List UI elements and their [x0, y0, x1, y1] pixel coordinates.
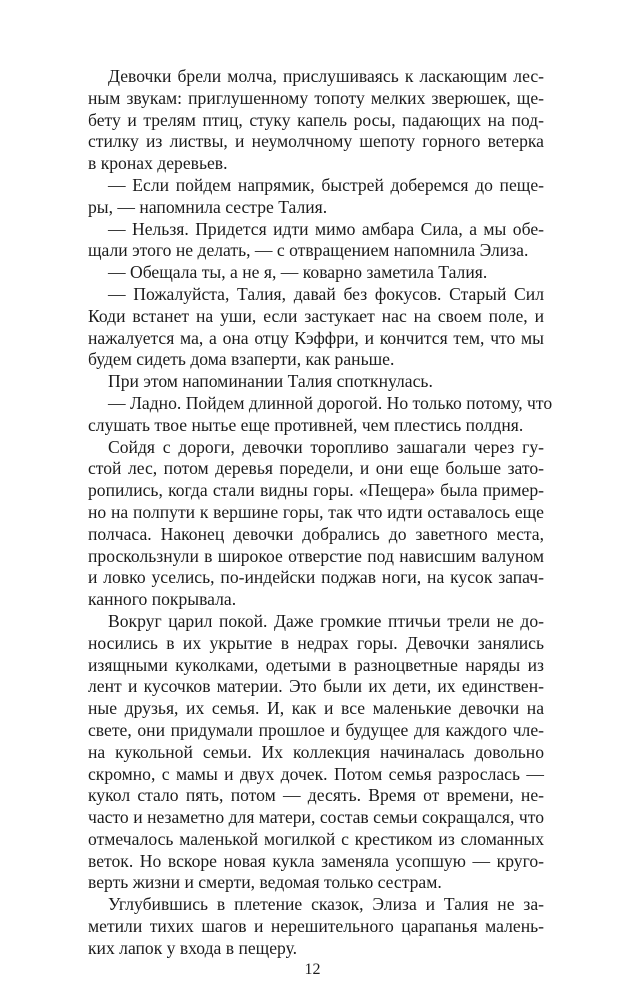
text-line: канного покрывала. [88, 589, 237, 610]
text-line: слушать твое нытье еще противней, чем плестись полдня. [88, 414, 524, 435]
text-line: будем сидеть дома взаперти, как раньше. [88, 349, 395, 370]
text-line: веток. Но вскоре новая кукла заменяла усопшую — круго- [88, 850, 544, 871]
text-line: в кронах деревьев. [88, 153, 228, 174]
text-line: часто и незаметно для матери, состав семьи сокращался, что [88, 807, 544, 828]
text-line: — Если пойдем напрямик, быстрей доберемся до пеще- [108, 174, 544, 195]
text-line: ропились, когда стали видны горы. «Пещера» была пример- [88, 480, 544, 501]
text-line: стой лес, потом деревья поредели, и они еще больше зато- [88, 458, 544, 479]
text-line: ные друзья, их семья. И, как и все маленькие девочки на [88, 698, 544, 719]
text-line: полчаса. Наконец девочки добрались до заветного места, [88, 523, 544, 544]
body-text [88, 66, 553, 960]
text-line: отмечалось маленькой могилкой с крестиком из сломанных [88, 828, 544, 849]
page-number: 12 [304, 961, 321, 978]
text-line: стилку из листвы, и неумолчному шепоту горного ветерка [88, 131, 544, 152]
text-line: Девочки брели молча, прислушиваясь к ласкающим лес- [108, 66, 544, 86]
text-line: При этом напоминании Талия споткнулась. [108, 371, 433, 392]
text-line: но на полпути к вершине горы, так что идти оставалось еще [88, 501, 544, 522]
text-line: метили тихих шагов и нерешительного царапанья малень- [88, 916, 544, 937]
text-line: — Пожалуйста, Талия, давай без фокусов. Старый Сил [108, 283, 544, 304]
text-line: — Ладно. Пойдем длинной дорогой. Но только потому, что [108, 392, 553, 413]
text-line: верть жизни и смерти, ведомая только сестрам. [88, 872, 442, 893]
text-line: свете, они придумали прошлое и будущее для каждого чле- [88, 719, 544, 740]
text-line: — Обещала ты, а не я, — коварно заметила Талия. [108, 262, 488, 283]
text-line: на кукольной семьи. Их коллекция начиналась довольно [88, 741, 544, 762]
text-line: Вокруг царил покой. Даже громкие птичьи трели не до- [108, 610, 544, 631]
text-line: — Нельзя. Придется идти мимо амбара Сила, а мы обе- [108, 218, 544, 239]
text-line: ких лапок у входа в пещеру. [88, 937, 298, 958]
text-line: Углубившись в плетение сказок, Элиза и Талия не за- [108, 894, 544, 915]
text-line: Сойдя с дороги, девочки торопливо зашагали через гу- [108, 436, 544, 457]
text-line: ным звукам: приглушенному топоту мелких зверюшек, ще- [88, 87, 544, 108]
text-line: носились в их укрытие в недрах горы. Девочки занялись [88, 632, 544, 653]
text-line: ры, — напомнила сестре Талия. [88, 196, 328, 217]
text-line: бету и трелям птиц, стуку капель росы, падающих на под- [88, 109, 544, 130]
text-line: кукол стало пять, потом — десять. Время от времени, не- [88, 785, 544, 806]
text-line: и ловко уселись, по-индейски поджав ноги, на кусок запач- [88, 567, 544, 588]
text-line: Коди встанет на уши, если застукает нас на своем поле, и [88, 305, 544, 326]
text-line: лент и кусочков материи. Это были их дети, их единствен- [88, 676, 544, 697]
text-line: скромно, с мамы и двух дочек. Потом семья разрослась — [88, 763, 544, 784]
text-line: щали этого не делать, — с отвращением напомнила Элиза. [88, 240, 529, 261]
text-line: проскользнули в широкое отверстие под нависшим валуном [88, 545, 544, 566]
text-line: нажалуется ма, а она отцу Кэффри, и кончится тем, что мы [88, 327, 544, 348]
text-line: изящными куколками, одетыми в разноцветные наряды из [88, 654, 544, 675]
